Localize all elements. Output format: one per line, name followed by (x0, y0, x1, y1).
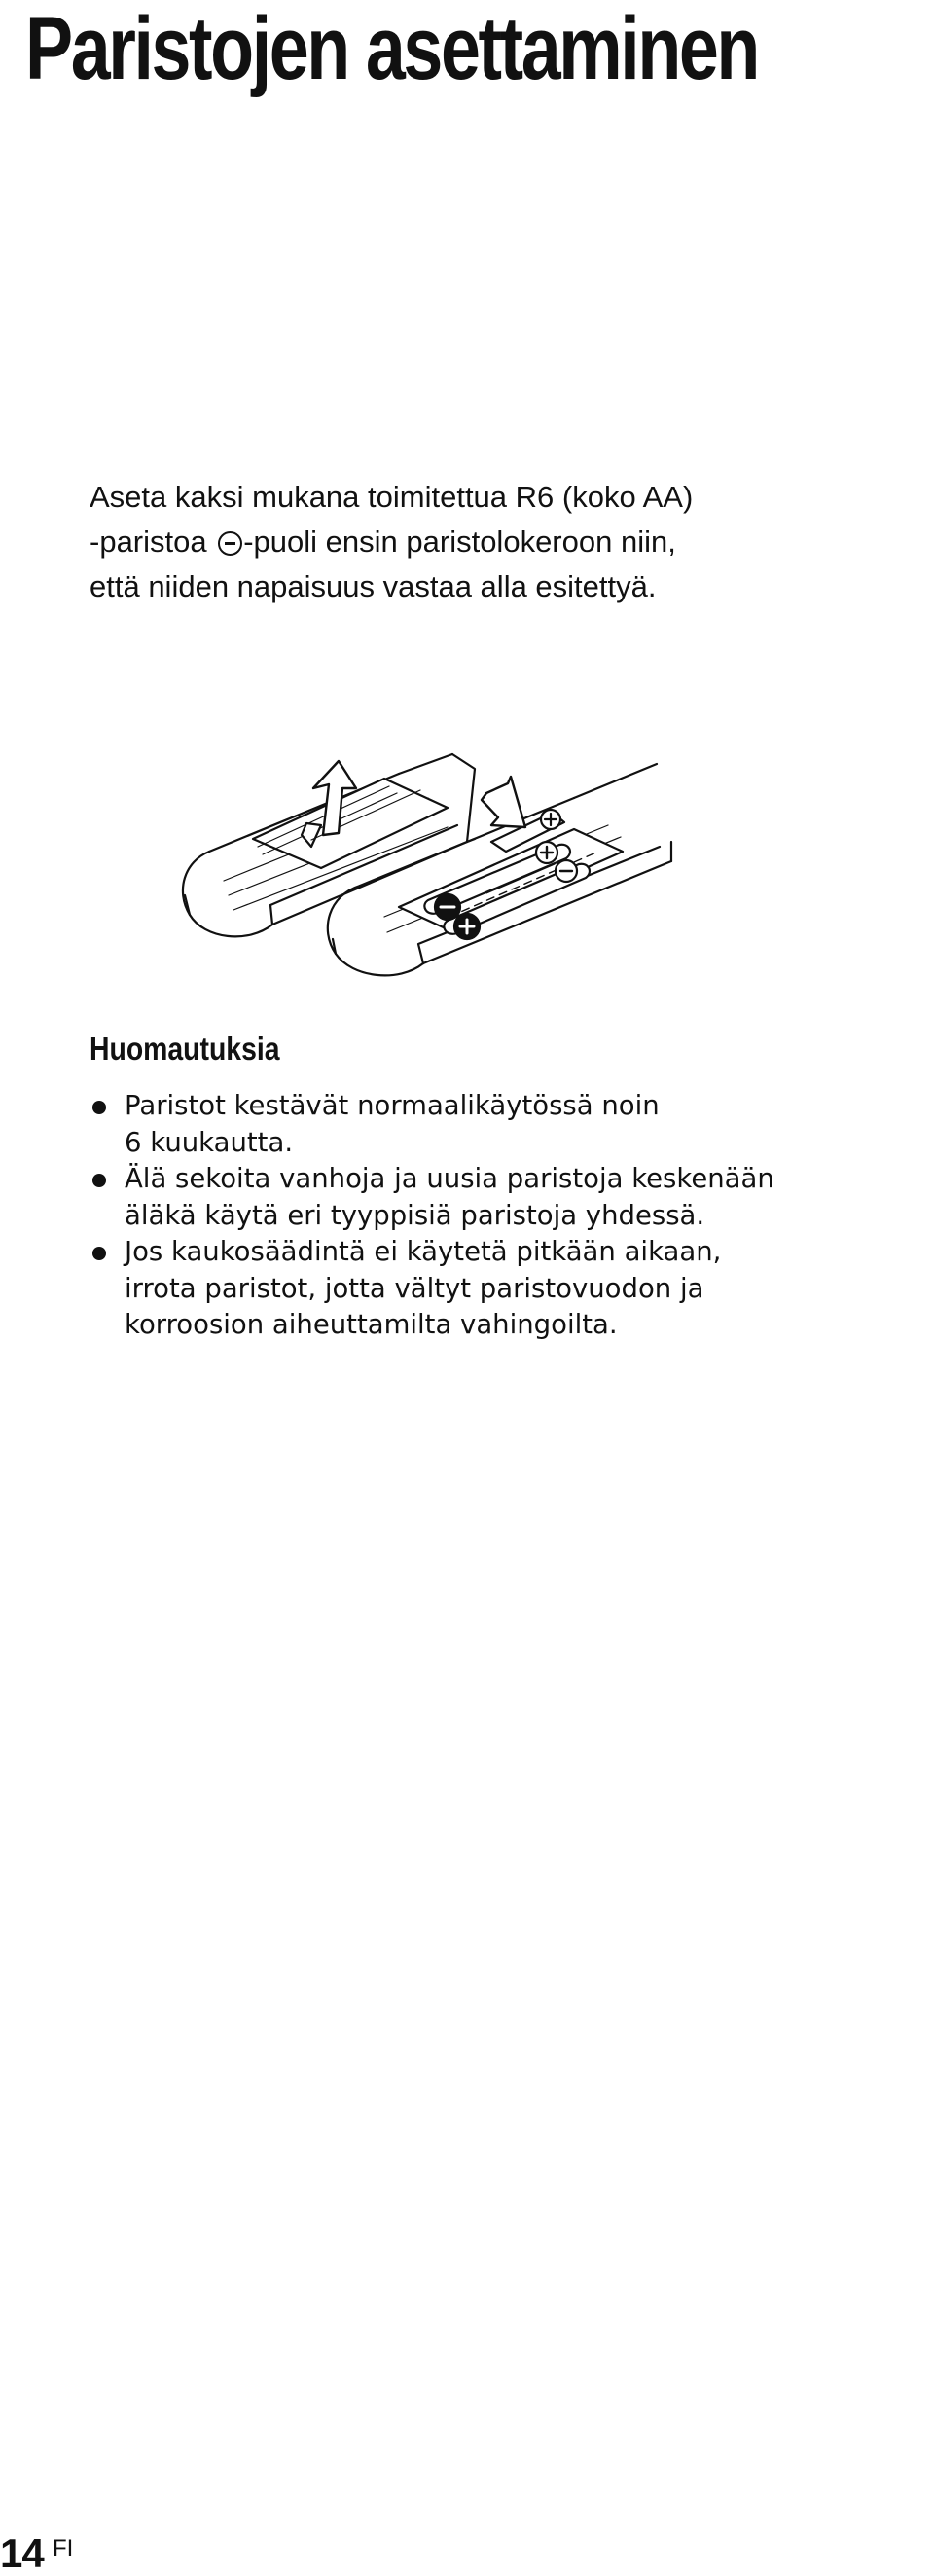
intro-line-2-start: -paristoa (90, 525, 216, 559)
intro-line-3: että niiden napaisuus vastaa alla esitettyä. (90, 569, 657, 603)
list-item (90, 1161, 897, 1234)
note-1-line-1: Paristot kestävät normaalikäytössä noin (125, 1090, 660, 1121)
note-2-line-1: Älä sekoita vanhoja ja uusia paristoja keskenään (125, 1163, 774, 1194)
notes-heading: Huomautuksia (90, 1031, 280, 1067)
note-3-line-2: irrota paristot, jotta vältyt paristovuodon ja (125, 1272, 704, 1304)
note-1-line-2: 6 kuukautta. (125, 1126, 294, 1158)
intro-line-1: Aseta kaksi mukana toimitettua R6 (koko AA) (90, 480, 694, 514)
intro-text (90, 475, 887, 609)
intro-line-2 (90, 520, 887, 564)
page-number: 14 (0, 2530, 44, 2576)
intro-line-2-end: -puoli ensin paristolokeroon niin, (243, 525, 676, 559)
bullet-icon (92, 1174, 106, 1187)
bullet-icon (92, 1247, 106, 1260)
page-language-code: FI (53, 2535, 74, 2561)
note-3-line-3: korroosion aiheuttamilta vahingoilta. (125, 1309, 618, 1340)
list-item (90, 1234, 897, 1344)
page-title: Paristojen asettaminen (25, 0, 758, 98)
note-2-line-2: äläkä käytä eri tyyppisiä paristoja yhdessä. (125, 1199, 705, 1231)
notes-list (90, 1088, 897, 1344)
list-item (90, 1088, 897, 1161)
minus-polarity-icon (218, 531, 242, 556)
battery-installation-illustration (165, 662, 769, 1002)
bullet-icon (92, 1101, 106, 1114)
note-3-line-1: Jos kaukosäädintä ei käytetä pitkään aikaan, (125, 1236, 722, 1267)
